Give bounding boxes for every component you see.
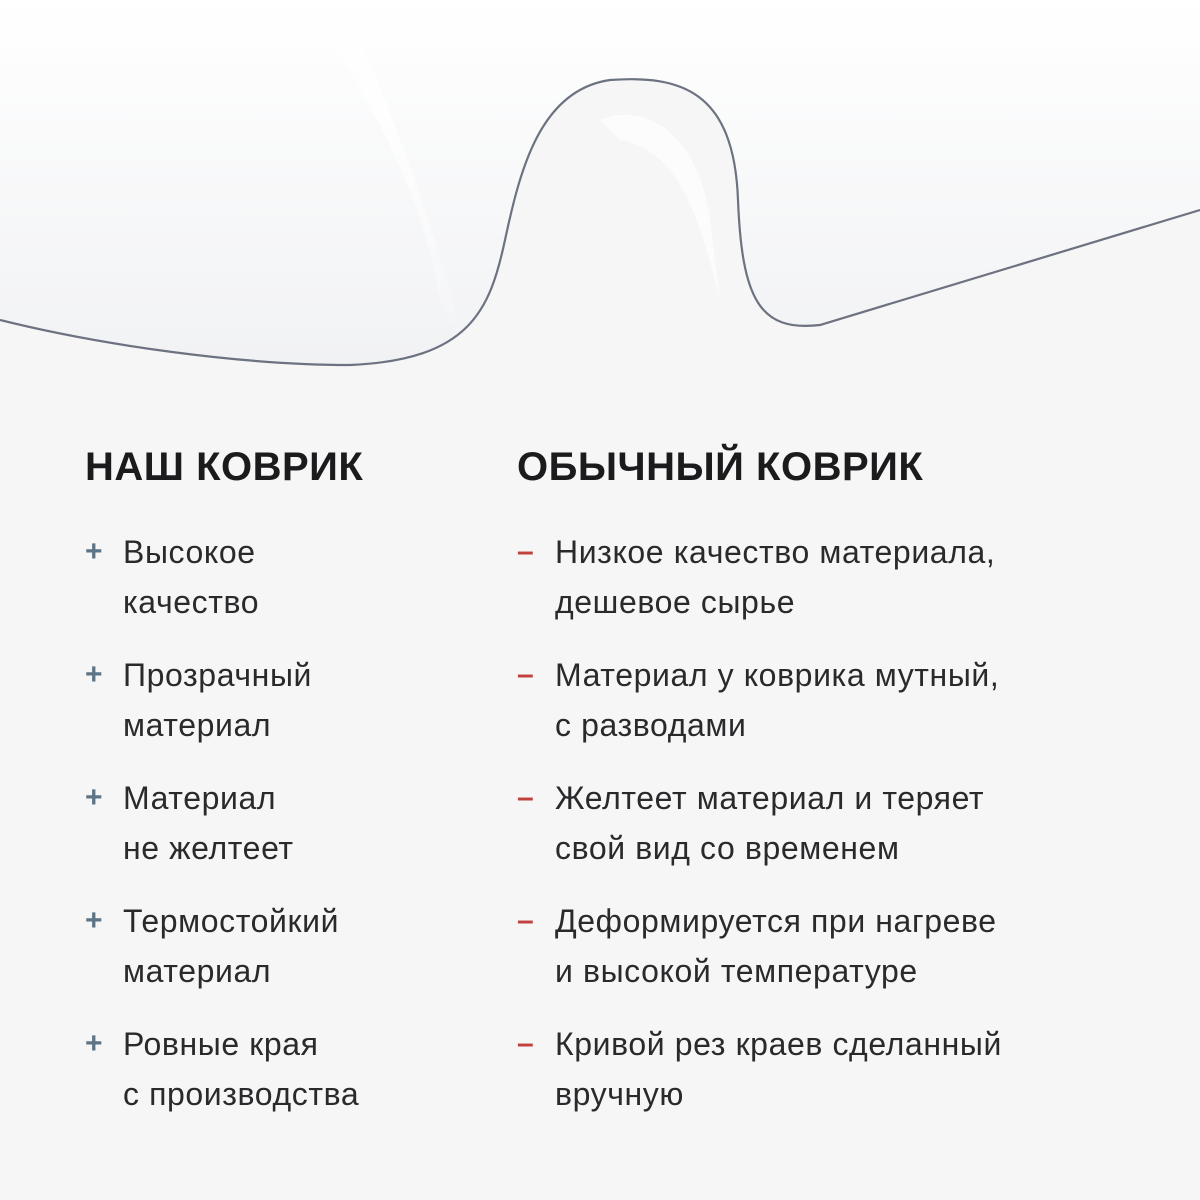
item-line: и высокой температуре [555, 953, 918, 989]
regular-mat-list [517, 527, 1157, 1119]
list-item [85, 773, 485, 873]
item-line: Прозрачный [123, 657, 313, 693]
list-item [517, 773, 1157, 873]
item-line: материал [123, 953, 272, 989]
list-item [85, 650, 485, 750]
transparent-mat-illustration [0, 0, 1200, 420]
regular-mat-column [517, 445, 1157, 1142]
item-line: вручную [555, 1076, 684, 1112]
minus-icon: – [517, 535, 535, 568]
our-mat-list [85, 527, 485, 1119]
item-line: Желтеет материал и теряет [555, 780, 985, 816]
item-line: Высокое [123, 534, 256, 570]
item-line: Термостойкий [123, 903, 340, 939]
item-line: Материал [123, 780, 277, 816]
item-line: материал [123, 707, 272, 743]
minus-icon: – [517, 658, 535, 691]
our-mat-column [85, 445, 485, 1142]
plus-icon: + [85, 1027, 104, 1060]
plus-icon: + [85, 658, 104, 691]
item-line: с разводами [555, 707, 747, 743]
item-line: качество [123, 584, 260, 620]
plus-icon: + [85, 904, 104, 937]
item-line: Низкое качество материала, [555, 534, 996, 570]
list-item [85, 896, 485, 996]
item-line: Деформируется при нагреве [555, 903, 997, 939]
item-line: с производства [123, 1076, 360, 1112]
minus-icon: – [517, 781, 535, 814]
item-line: дешевое сырье [555, 584, 796, 620]
item-line: не желтеет [123, 830, 294, 866]
plus-icon: + [85, 781, 104, 814]
plus-icon: + [85, 535, 104, 568]
our-mat-heading: НАШ КОВРИК [85, 445, 364, 489]
item-line: свой вид со временем [555, 830, 900, 866]
list-item [517, 896, 1157, 996]
list-item [517, 527, 1157, 627]
list-item [517, 1019, 1157, 1119]
list-item [85, 1019, 485, 1119]
item-line: Материал у коврика мутный, [555, 657, 1000, 693]
list-item [85, 527, 485, 627]
list-item [517, 650, 1157, 750]
minus-icon: – [517, 1027, 535, 1060]
item-line: Ровные края [123, 1026, 319, 1062]
minus-icon: – [517, 904, 535, 937]
regular-mat-heading: ОБЫЧНЫЙ КОВРИК [517, 445, 924, 489]
item-line: Кривой рез краев сделанный [555, 1026, 1002, 1062]
